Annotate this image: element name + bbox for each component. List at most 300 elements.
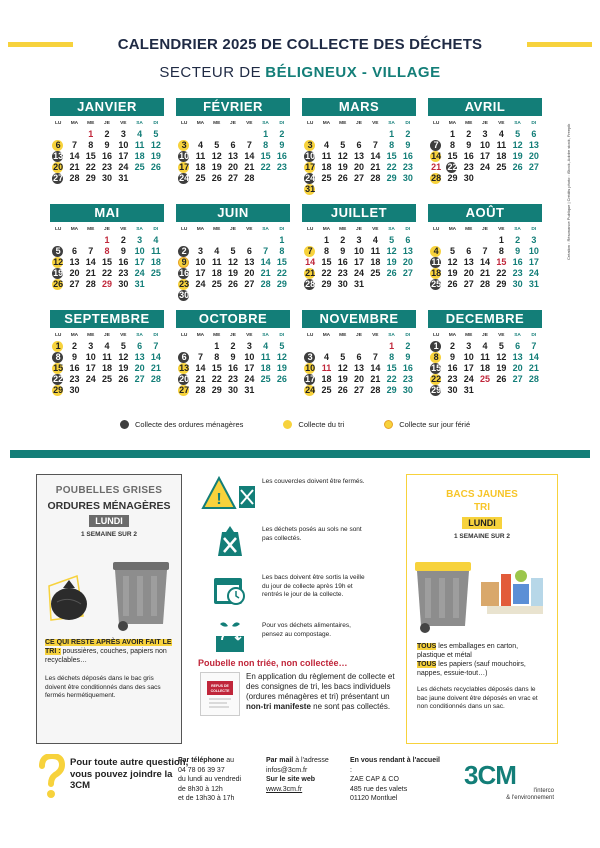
calendar-day: 16 (447, 363, 458, 373)
day-grid (50, 129, 164, 184)
calendar-day: 29 (50, 385, 66, 396)
calendar-day: 28 (244, 173, 255, 183)
legend-ferie-label: Collecte sur jour férié (399, 420, 471, 429)
calendar-day: 24 (480, 162, 491, 172)
calendar-day: 23 (228, 374, 239, 384)
calendar-day: 26 (118, 374, 129, 384)
calendar-day: 9 (405, 140, 411, 150)
weekday-header (176, 330, 290, 341)
calendar-day: 11 (151, 246, 161, 256)
calendar-day: 31 (118, 173, 129, 183)
calendar-day: 29 (321, 279, 332, 289)
weekday-header (428, 118, 542, 129)
calendar-day: 14 (305, 257, 316, 267)
grey-bin-illustration (37, 546, 181, 632)
compost-icon (198, 618, 262, 658)
empty-cell (302, 129, 318, 140)
calendar-day: 14 (480, 257, 491, 267)
calendar-day: 26 (386, 268, 397, 278)
calendar-day: 13 (69, 257, 80, 267)
calendar-day: 18 (260, 363, 271, 373)
calendar-day: 13 (244, 257, 255, 267)
empty-cell (302, 341, 318, 352)
calendar-day: 11 (260, 352, 271, 362)
calendar-day: 15 (85, 151, 96, 161)
calendar-day: 4 (372, 235, 378, 245)
calendar-day: 16 (102, 151, 113, 161)
calendar-day: 19 (228, 268, 239, 278)
calendar-day: 14 (244, 151, 255, 161)
calendar-day: 30 (402, 173, 413, 183)
weekday-label: MA (322, 333, 331, 338)
month-name: AOÛT (428, 204, 542, 222)
calendar-day: 6 (405, 235, 411, 245)
weekday-label: LU (54, 333, 62, 338)
calendar-day: 23 (276, 162, 287, 172)
grey-box-title: POUBELLES GRISES (55, 485, 163, 496)
calendar-day: 1 (279, 235, 285, 245)
calendar-day: 15 (260, 151, 271, 161)
calendar-day: 19 (337, 374, 348, 384)
calendar-day: 14 (195, 363, 206, 373)
calendar-day: 8 (279, 246, 285, 256)
calendar-day: 6 (466, 246, 472, 256)
calendar-day: 23 (118, 268, 129, 278)
calendar-day: 20 (69, 268, 80, 278)
calendar-day: 29 (386, 385, 397, 395)
calendar-day: 15 (386, 151, 397, 161)
weekday-label: JE (230, 121, 236, 126)
calendar-day: 5 (50, 246, 66, 257)
calendar-day: 28 (370, 173, 381, 183)
calendar-day: 2 (279, 129, 285, 139)
weekday-label: SA (136, 227, 143, 232)
calendar-day: 28 (528, 374, 539, 384)
calendar-day: 19 (386, 257, 397, 267)
month-block (302, 204, 416, 290)
calendar-day: 20 (402, 257, 413, 267)
calendar-day: 18 (321, 374, 332, 384)
calendar-day: 24 (354, 268, 365, 278)
footer (36, 754, 556, 814)
yellow-bin-box (406, 474, 558, 744)
footer-mail (266, 756, 346, 794)
weekday-label: VE (120, 227, 127, 232)
calendar-day: 17 (134, 257, 145, 267)
calendar-day: 24 (134, 268, 145, 278)
month-block (176, 310, 290, 396)
calendar-day: 7 (263, 246, 269, 256)
calendar-day: 25 (480, 374, 491, 384)
weekday-label: DI (405, 333, 411, 338)
calendar-day: 13 (354, 363, 365, 373)
day-grid (428, 341, 542, 396)
calendar-day: 11 (211, 257, 222, 267)
calendar-day: 15 (102, 257, 113, 267)
calendar-day: 29 (276, 279, 287, 289)
calendar-day: 10 (354, 246, 365, 256)
question-mark-icon (36, 754, 66, 805)
weekday-label: JE (356, 227, 362, 232)
day-grid (176, 235, 290, 301)
calendar-day: 1 (50, 341, 66, 352)
calendar-day: 17 (302, 374, 318, 385)
calendar-day: 23 (463, 162, 474, 172)
calendar-day: 29 (211, 385, 222, 395)
day-grid (50, 341, 164, 396)
calendar-day: 12 (276, 352, 287, 362)
weekday-label: ME (213, 333, 221, 338)
grey-box-subtitle: ORDURES MÉNAGÈRES (47, 500, 171, 512)
calendar-day: 12 (211, 151, 222, 161)
calendar-day: 11 (321, 151, 332, 161)
yellow-bin-illustration (407, 548, 557, 634)
month-name: FÉVRIER (176, 98, 290, 116)
sector-prefix: SECTEUR DE (159, 64, 262, 81)
calendar-day: 10 (244, 352, 255, 362)
calendar-day: 3 (246, 341, 252, 351)
calendar-day: 19 (150, 151, 161, 161)
calendar-day: 4 (214, 246, 220, 256)
empty-cell (335, 341, 351, 352)
calendar-day: 5 (498, 341, 504, 351)
calendar-day: 20 (354, 374, 365, 384)
calendar-day: 18 (480, 363, 491, 373)
calendar-day: 5 (389, 235, 395, 245)
calendar-day: 19 (211, 162, 222, 172)
calendar-day: 20 (512, 363, 523, 373)
calendar-day: 27 (463, 279, 474, 289)
weekday-label: MA (196, 333, 205, 338)
calendar-day: 7 (531, 341, 537, 351)
day-grid (176, 341, 290, 396)
calendar-day: 22 (102, 268, 113, 278)
weekday-label: LU (306, 227, 314, 232)
weekday-label: LU (306, 121, 314, 126)
weekday-label: DI (279, 227, 285, 232)
non-trie-body (192, 672, 402, 716)
calendar-day: 27 (354, 385, 365, 395)
calendar-day: 8 (104, 246, 110, 256)
web-link[interactable]: www.3cm.fr (266, 785, 303, 793)
calendar-day: 21 (150, 363, 161, 373)
address-line-1: ZAE CAP & CO (350, 776, 399, 783)
calendar-day: 8 (88, 140, 94, 150)
calendar-day: 5 (340, 352, 346, 362)
weekday-header (50, 330, 164, 341)
warning-bin-icon (198, 474, 262, 514)
weekday-label: SA (388, 333, 395, 338)
month-name: MARS (302, 98, 416, 116)
tous1-text: les emballages en carton, plastique et métal (417, 643, 519, 659)
calendar-day: 27 (134, 374, 145, 384)
weekday-label: JE (482, 333, 488, 338)
yellow-dot-icon (283, 420, 292, 429)
weekday-label: MA (448, 121, 457, 126)
calendar-day: 19 (276, 363, 287, 373)
calendar-day: 20 (134, 363, 145, 373)
calendar-day: 11 (480, 352, 490, 362)
calendar-day: 5 (449, 246, 455, 256)
non-trie-text (246, 672, 402, 716)
calendar-day: 16 (118, 257, 129, 267)
calendar-day: 30 (337, 279, 348, 289)
calendar-day: 17 (480, 151, 491, 161)
calendar-day: 11 (102, 352, 112, 362)
calendar-day: 20 (228, 162, 239, 172)
non-trie-block (192, 658, 402, 740)
month-block (428, 310, 542, 396)
calendar-day: 21 (69, 162, 80, 172)
calendar-day: 31 (354, 279, 365, 289)
calendar-day: 10 (176, 151, 192, 162)
day-grid (302, 341, 416, 396)
calendar-day: 25 (321, 385, 332, 395)
calendar-day: 3 (356, 235, 362, 245)
calendar-day: 2 (405, 341, 411, 351)
calendar-day: 1 (389, 129, 395, 139)
calendar-day: 16 (276, 151, 287, 161)
month-block (176, 98, 290, 184)
empty-cell (66, 235, 82, 246)
month-block (302, 310, 416, 396)
calendar-day: 6 (356, 352, 362, 362)
calendar-day: 3 (120, 129, 126, 139)
calendar-day: 16 (402, 363, 413, 373)
refusal-sticker (200, 672, 240, 716)
calendar-day: 26 (50, 279, 66, 290)
calendar-day: 6 (137, 341, 143, 351)
weekday-label: VE (498, 227, 505, 232)
weekday-header (302, 224, 416, 235)
month-block (50, 98, 164, 184)
calendar-day: 12 (337, 151, 348, 161)
calendar-day: 20 (528, 151, 539, 161)
calendar-day: 20 (176, 374, 192, 385)
sector-line (0, 64, 600, 81)
empty-cell (225, 129, 241, 140)
calendar-day: 18 (428, 268, 444, 279)
calendar-day: 28 (69, 173, 80, 183)
calendar-day: 12 (150, 140, 161, 150)
yellow-box-day: LUNDI (462, 517, 502, 529)
grey-box-day: LUNDI (89, 515, 129, 527)
calendar-day: 9 (71, 352, 77, 362)
sticker-text-line2: COLLECTE (210, 689, 230, 693)
calendar-day: 14 (85, 257, 96, 267)
calendar-day: 28 (370, 385, 381, 395)
calendar-day: 4 (104, 341, 110, 351)
weekday-label: VE (498, 333, 505, 338)
calendar-day: 4 (153, 235, 159, 245)
day-grid (302, 129, 416, 195)
calendar-day: 25 (428, 279, 444, 290)
day-grid (302, 235, 416, 290)
calendar-day: 12 (447, 257, 458, 267)
calendar-day: 17 (118, 151, 129, 161)
empty-cell (444, 235, 460, 246)
calendar-day: 19 (447, 268, 458, 278)
calendar-day: 22 (386, 374, 397, 384)
calendar-day: 2 (449, 341, 455, 351)
day-grid (428, 235, 542, 290)
calendar-day: 17 (354, 257, 365, 267)
calendar-day: 3 (302, 140, 318, 151)
web-label: Sur le site web (266, 776, 316, 783)
calendar-day: 22 (428, 374, 444, 385)
footer-phone (178, 756, 264, 804)
calendar-day: 31 (134, 279, 145, 289)
calendar-day: 28 (85, 279, 96, 289)
calendar-day: 4 (197, 140, 203, 150)
calendar-day: 9 (120, 246, 126, 256)
phone-hours-2: de 8h30 à 12h (178, 785, 223, 793)
empty-cell (50, 129, 66, 140)
weekday-header (302, 118, 416, 129)
calendar-day: 10 (302, 363, 318, 374)
calendar-day: 3 (88, 341, 94, 351)
calendar-clock-icon (198, 570, 262, 610)
weekday-header (302, 330, 416, 341)
empty-cell (335, 129, 351, 140)
calendar-day: 24 (302, 173, 318, 184)
calendar-day: 28 (260, 279, 271, 289)
calendar-day: 21 (528, 363, 539, 373)
day-grid (50, 235, 164, 290)
calendar-day: 31 (302, 184, 318, 195)
calendar-day: 2 (104, 129, 110, 139)
weekday-label: MA (70, 333, 79, 338)
calendar-day: 3 (197, 246, 203, 256)
legend (120, 420, 540, 429)
calendar-day: 2 (176, 246, 192, 257)
calendar-day: 12 (512, 140, 523, 150)
calendar-day: 9 (279, 140, 285, 150)
calendar-day: 26 (496, 374, 507, 384)
calendar-day: 5 (214, 140, 220, 150)
calendar-day: 11 (370, 246, 381, 256)
calendar-day: 12 (228, 257, 239, 267)
weekday-label: SA (262, 333, 269, 338)
calendar-day: 5 (230, 246, 236, 256)
calendar-day: 3 (137, 235, 143, 245)
calendar-day: 13 (134, 352, 145, 362)
calendar-day: 23 (402, 162, 413, 172)
non-trie-text-c: ne sont pas collectés. (310, 702, 391, 711)
calendar-day: 16 (402, 151, 413, 161)
calendar-day: 6 (356, 140, 362, 150)
calendar-day: 22 (496, 268, 507, 278)
yellow-bin-icon (407, 548, 559, 634)
calendar-day: 9 (466, 140, 472, 150)
calendar-day: 28 (150, 374, 161, 384)
weekday-label: LU (180, 227, 188, 232)
calendar-day: 19 (512, 151, 523, 161)
calendar-day: 4 (428, 246, 444, 257)
empty-cell (351, 129, 367, 140)
calendar-day: 12 (386, 246, 397, 256)
weekday-label: LU (432, 227, 440, 232)
empty-cell (176, 235, 192, 246)
calendar-day: 13 (228, 151, 239, 161)
calendar-day: 14 (150, 352, 161, 362)
legend-yellow (283, 420, 344, 429)
calendar-day: 25 (370, 268, 381, 278)
weekday-header (50, 224, 164, 235)
title-stripe-left (8, 42, 73, 47)
calendar-day: 23 (176, 279, 192, 290)
calendar-day: 21 (431, 162, 442, 172)
calendar-day: 3 (531, 235, 537, 245)
calendar-day: 30 (512, 279, 523, 289)
calendar-day: 12 (337, 363, 348, 373)
calendar-day: 11 (134, 140, 145, 150)
calendar-day: 14 (528, 352, 539, 362)
weekday-label: ME (87, 333, 95, 338)
calendar-day: 7 (88, 246, 94, 256)
calendar-day: 8 (323, 246, 329, 256)
weekday-label: SA (136, 121, 143, 126)
calendar-day: 4 (323, 140, 329, 150)
calendar-day: 2 (405, 129, 411, 139)
legend-dark-label: Collecte des ordures ménagères (135, 420, 244, 429)
calendar-day: 6 (246, 246, 252, 256)
rule-text: Pour vos déchets alimentaires, pensez au compostage. (262, 622, 351, 638)
calendar-day: 1 (428, 341, 444, 352)
visit-label: En vous rendant à l'accueil (350, 757, 440, 764)
phone-number[interactable]: 04 78 06 39 37 (178, 766, 225, 774)
calendar-day: 30 (402, 385, 413, 395)
calendar-day: 25 (321, 173, 332, 183)
mail-address[interactable]: infos@3cm.fr (266, 766, 308, 774)
calendar-day: 6 (50, 140, 66, 151)
calendar-day: 10 (463, 352, 474, 362)
empty-cell (192, 129, 208, 140)
calendar-day: 6 (176, 352, 192, 363)
month-name: AVRIL (428, 98, 542, 116)
weekday-label: MA (70, 227, 79, 232)
ferie-dot-icon (384, 420, 393, 429)
month-block (302, 98, 416, 195)
calendar-day: 4 (323, 352, 329, 362)
calendar-day: 30 (69, 385, 80, 395)
calendar-day: 18 (134, 151, 145, 161)
empty-cell (318, 129, 334, 140)
phone-au: au (224, 757, 235, 764)
calendar-day: 15 (496, 257, 507, 267)
calendar-day: 18 (496, 151, 507, 161)
month-name: SEPTEMBRE (50, 310, 164, 328)
calendar-day: 14 (428, 151, 444, 162)
address-line-3: 01120 Montluel (350, 795, 398, 802)
calendar-day: 25 (260, 374, 271, 384)
calendar-day: 11 (428, 257, 444, 268)
rule-item (198, 570, 398, 618)
weekday-label: VE (372, 121, 379, 126)
weekday-label: DI (279, 333, 285, 338)
calendar-day: 7 (482, 246, 488, 256)
phone-label: Par téléphone (178, 757, 225, 764)
month-name: MAI (50, 204, 164, 222)
calendar-day: 15 (50, 363, 66, 374)
empty-cell (318, 341, 334, 352)
weekday-label: JE (356, 121, 362, 126)
calendar-day: 26 (512, 162, 523, 172)
calendar-day: 17 (463, 363, 474, 373)
yellow-box-frequency: 1 SEMAINE SUR 2 (454, 533, 510, 540)
separator-band (10, 450, 590, 458)
calendar-day: 26 (211, 173, 222, 183)
